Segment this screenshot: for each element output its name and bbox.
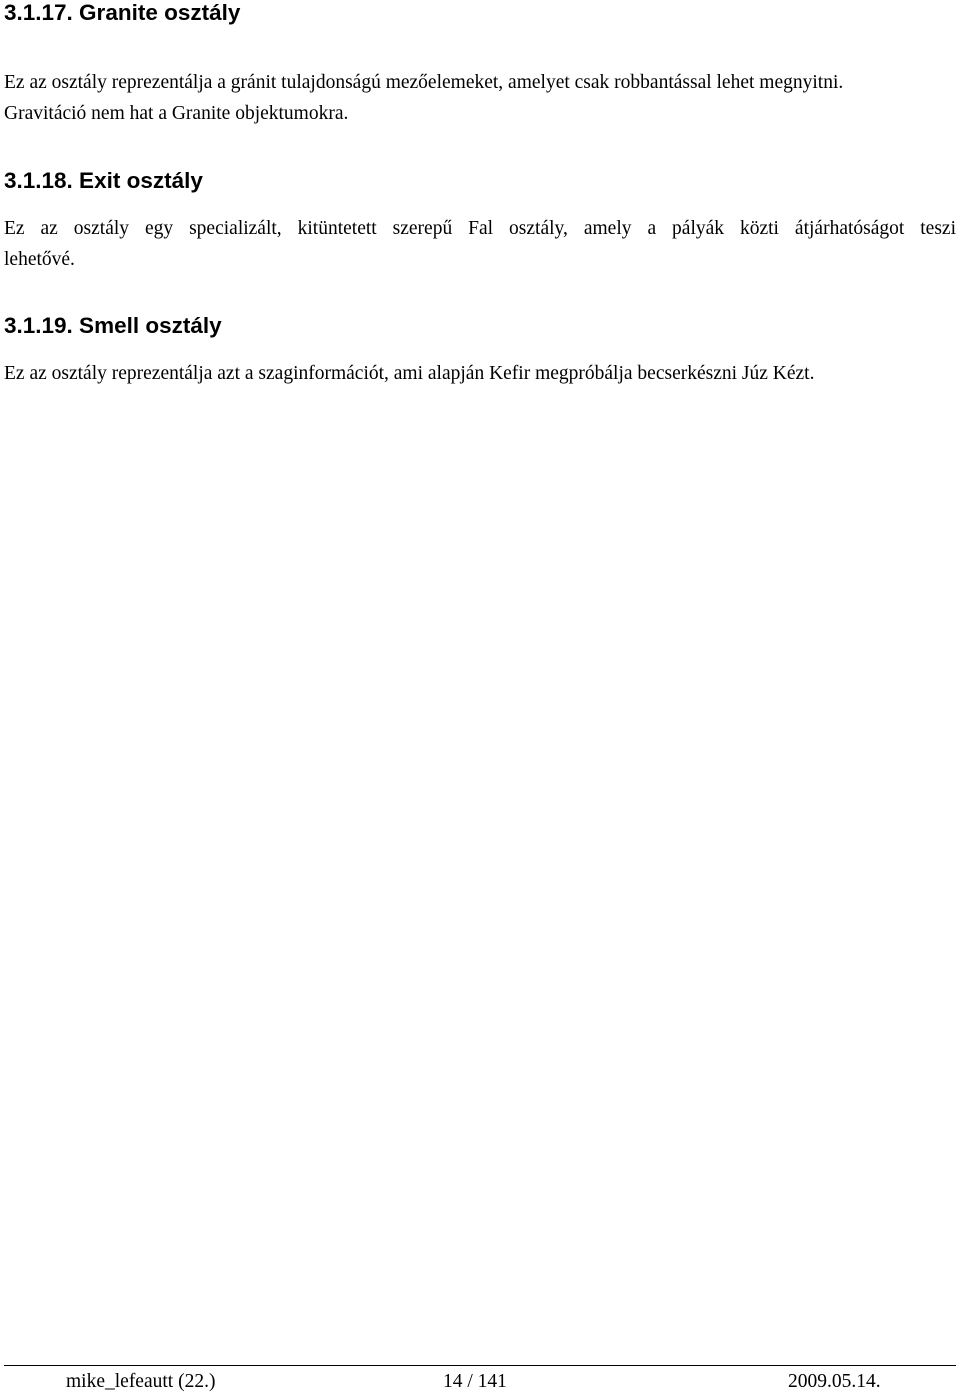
section-3-1-17 (4, 0, 956, 129)
section-paragraph (4, 67, 956, 129)
paragraph-line: Ez az osztály reprezentálja a gránit tulajdonságú mezőelemeket, amelyet csak robbantással lehet megnyitni. (4, 72, 844, 93)
page-footer (0, 1370, 960, 1394)
section-heading: 3.1.19. Smell osztály (4, 313, 222, 338)
footer-page-number: 14 / 141 (443, 1371, 507, 1392)
footer-divider (4, 1365, 956, 1366)
paragraph-line: Ez az osztály egy specializált, kitüntetett szerepű Fal osztály, amely a pályák közti átjárhatóságot teszi (4, 218, 956, 239)
section-heading: 3.1.18. Exit osztály (4, 168, 203, 193)
paragraph-line: lehetővé. (4, 249, 75, 270)
paragraph-line: Gravitáció nem hat a Granite objektumokra. (4, 103, 349, 124)
section-paragraph (4, 358, 956, 389)
footer-author: mike_lefeautt (22.) (66, 1371, 216, 1392)
footer-date: 2009.05.14. (788, 1371, 881, 1392)
section-paragraph (4, 213, 956, 275)
paragraph-line: Ez az osztály reprezentálja azt a szaginformációt, ami alapján Kefir megpróbálja becserkészni Júz Kézt. (4, 363, 815, 384)
section-heading: 3.1.17. Granite osztály (4, 0, 241, 25)
section-3-1-18 (4, 168, 956, 275)
section-3-1-19 (4, 313, 956, 389)
